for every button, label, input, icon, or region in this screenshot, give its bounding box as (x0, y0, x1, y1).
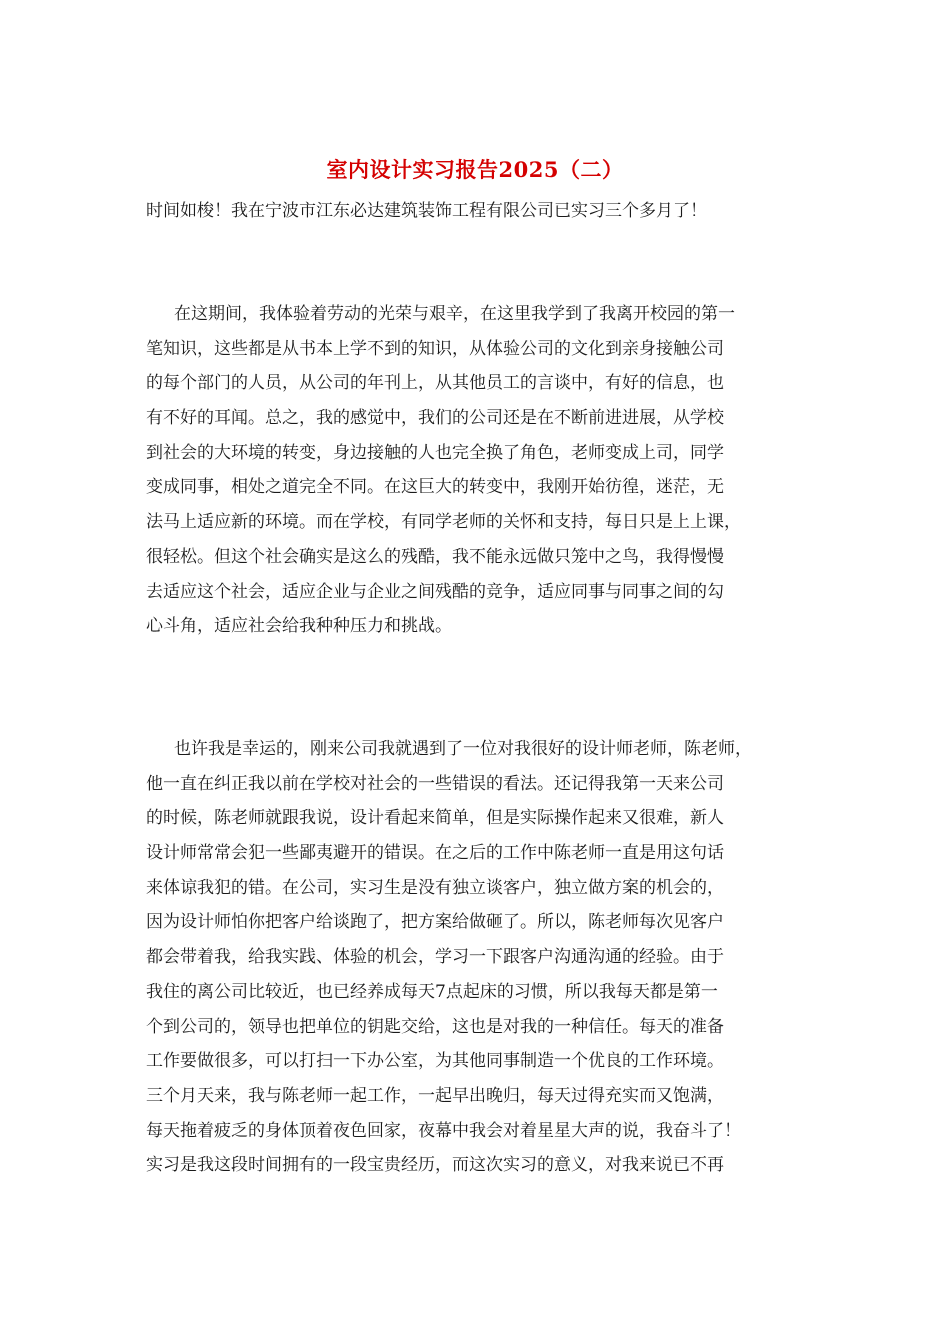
paragraph-line: 的时候，陈老师就跟我说，设计看起来简单，但是实际操作起来又很难，新人 (146, 808, 724, 829)
paragraph-line: 也许我是幸运的，刚来公司我就遇到了一位对我很好的设计师老师，陈老师， (174, 739, 752, 759)
paragraph-line: 工作要做很多，可以打扫一下办公室，为其他同事制造一个优良的工作环境。 (146, 1051, 724, 1072)
paragraph-line: 每天拖着疲乏的身体顶着夜色回家，夜幕中我会对着星星大声的说，我奋斗了！ (146, 1120, 741, 1141)
paragraph-line: 他一直在纠正我以前在学校对社会的一些错误的看法。还记得我第一天来公司 (146, 773, 724, 794)
paragraph-line: 因为设计师怕你把客户给谈跑了，把方案给做砸了。所以，陈老师每次见客户 (146, 912, 724, 933)
paragraph-line: 到社会的大环境的转变，身边接触的人也完全换了角色，老师变成上司，同学 (146, 442, 724, 463)
paragraph-line: 的每个部门的人员，从公司的年刊上，从其他员工的言谈中，有好的信息，也 (146, 373, 724, 394)
document-title: 室内设计实习报告2025（二） (326, 157, 624, 182)
paragraph-line: 我住的离公司比较近，也已经养成每天7点起床的习惯，所以我每天都是第一 (146, 981, 718, 1002)
paragraph-line: 设计师常常会犯一些鄙夷避开的错误。在之后的工作中陈老师一直是用这句话 (146, 843, 724, 864)
paragraph-1 (146, 297, 816, 644)
paragraph-line: 三个月天来，我与陈老师一起工作，一起早出晚归，每天过得充实而又饱满， (146, 1085, 724, 1106)
paragraph-line: 很轻松。但这个社会确实是这么的残酷，我不能永远做只笼中之鸟，我得慢慢 (146, 546, 724, 567)
paragraph-line: 变成同事，相处之道完全不同。在这巨大的转变中，我刚开始彷徨，迷茫，无 (146, 477, 724, 498)
paragraph-line: 都会带着我，给我实践、体验的机会，学习一下跟客户沟通沟通的经验。由于 (146, 947, 724, 968)
paragraph-line: 笔知识，这些都是从书本上学不到的知识，从体验公司的文化到亲身接触公司 (146, 338, 724, 359)
paragraph-line: 法马上适应新的环境。而在学校，有同学老师的关怀和支持，每日只是上上课， (146, 512, 741, 533)
paragraph-line: 心斗角，适应社会给我种种压力和挑战。 (146, 616, 452, 637)
paragraph-2 (146, 732, 816, 1183)
paragraph-line: 来体谅我犯的错。在公司，实习生是没有独立谈客户，独立做方案的机会的， (146, 877, 724, 898)
paragraph-line: 在这期间，我体验着劳动的光荣与艰辛，在这里我学到了我离开校园的第一 (174, 304, 735, 324)
paragraph-line: 有不好的耳闻。总之，我的感觉中，我们的公司还是在不断前进进展，从学校 (146, 408, 724, 429)
paragraph-line: 个到公司的，领导也把单位的钥匙交给，这也是对我的一种信任。每天的准备 (146, 1016, 724, 1037)
paragraph-line: 去适应这个社会，适应企业与企业之间残酷的竞争，适应同事与同事之间的勾 (146, 581, 724, 602)
intro-sentence: 时间如梭！我在宁波市江东必达建筑装饰工程有限公司已实习三个多月了！ (146, 201, 707, 221)
paragraph-line: 实习是我这段时间拥有的一段宝贵经历，而这次实习的意义，对我来说已不再 (146, 1155, 724, 1176)
